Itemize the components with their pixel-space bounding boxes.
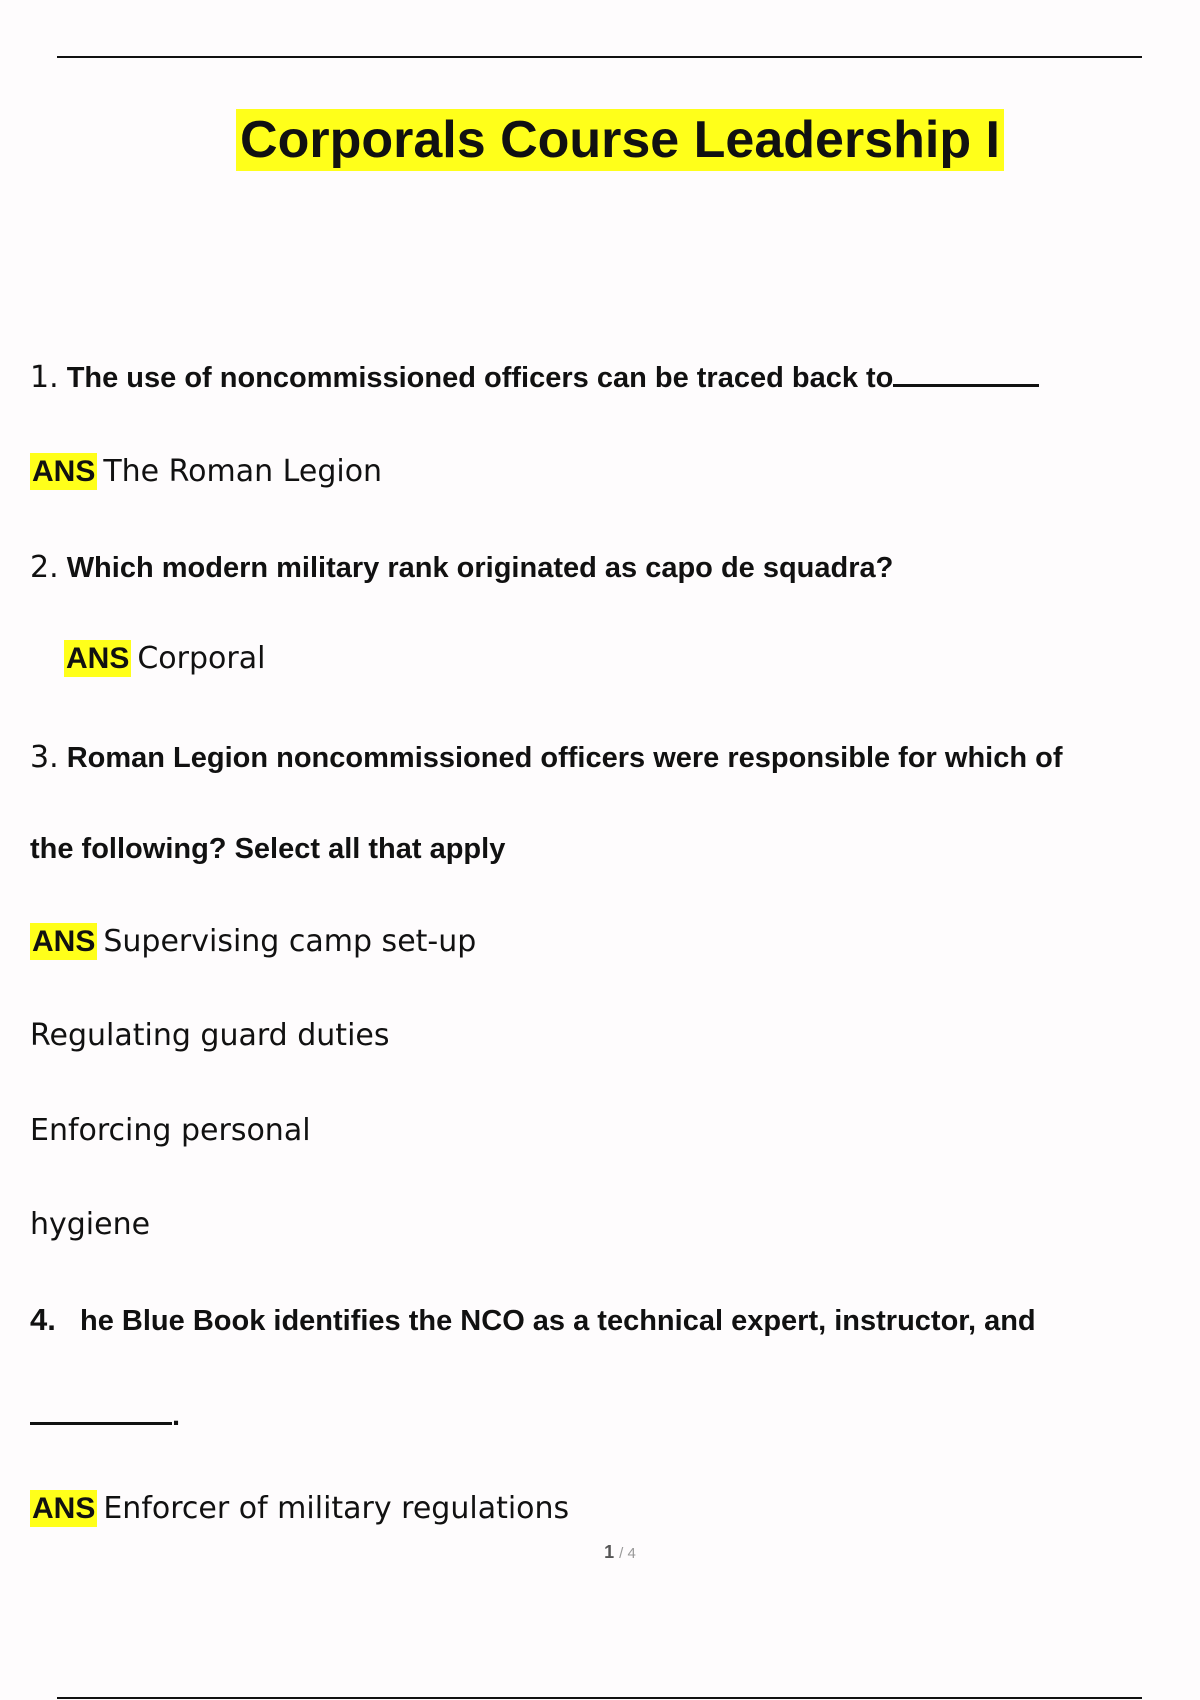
question-1 bbox=[30, 360, 1039, 395]
question-4 bbox=[30, 1302, 1036, 1338]
question-text: Which modern military rank originated as capo de squadra? bbox=[66, 552, 894, 584]
ans-label: ANS bbox=[32, 455, 96, 488]
bottom-rule bbox=[57, 1697, 1142, 1699]
top-rule bbox=[57, 56, 1142, 58]
page-total: / 4 bbox=[619, 1545, 636, 1562]
answer-text: The Roman Legion bbox=[103, 454, 383, 489]
question-text: he Blue Book identifies the NCO as a technical expert, instructor, and bbox=[80, 1305, 1036, 1337]
page-title bbox=[0, 110, 1200, 170]
question-number: 1. bbox=[30, 360, 59, 395]
blank-line bbox=[893, 384, 1039, 387]
answer-text: Supervising camp set-up bbox=[103, 924, 477, 959]
question-4-line-2 bbox=[30, 1400, 180, 1433]
answer-2 bbox=[64, 641, 265, 676]
question-number: 2. bbox=[30, 550, 59, 585]
question-text: Roman Legion noncommissioned officers were responsible for which of bbox=[66, 742, 1063, 774]
question-number: 3. bbox=[30, 740, 59, 775]
answer-text: Enforcer of military regulations bbox=[103, 1491, 570, 1526]
page-indicator bbox=[0, 1542, 1200, 1563]
ans-label: ANS bbox=[32, 1492, 96, 1525]
ans-label: ANS bbox=[66, 642, 130, 675]
answer-3-line: hygiene bbox=[30, 1207, 151, 1242]
blank-line bbox=[30, 1422, 172, 1425]
question-text: The use of noncommissioned officers can be traced back to bbox=[66, 362, 894, 394]
question-text: . bbox=[172, 1400, 181, 1432]
ans-label: ANS bbox=[32, 925, 96, 958]
answer-1 bbox=[30, 454, 382, 489]
title-text: Corporals Course Leadership I bbox=[236, 109, 1004, 171]
answer-3 bbox=[30, 924, 476, 959]
answer-3-line: Regulating guard duties bbox=[30, 1018, 390, 1053]
question-number: 4. bbox=[30, 1302, 56, 1337]
question-3 bbox=[30, 740, 1063, 775]
page-current: 1 bbox=[604, 1542, 615, 1562]
answer-text: Corporal bbox=[137, 641, 266, 676]
answer-3-line: Enforcing personal bbox=[30, 1113, 311, 1148]
question-3-line-2: the following? Select all that apply bbox=[30, 833, 506, 865]
answer-4 bbox=[30, 1491, 569, 1526]
question-2 bbox=[30, 550, 893, 585]
